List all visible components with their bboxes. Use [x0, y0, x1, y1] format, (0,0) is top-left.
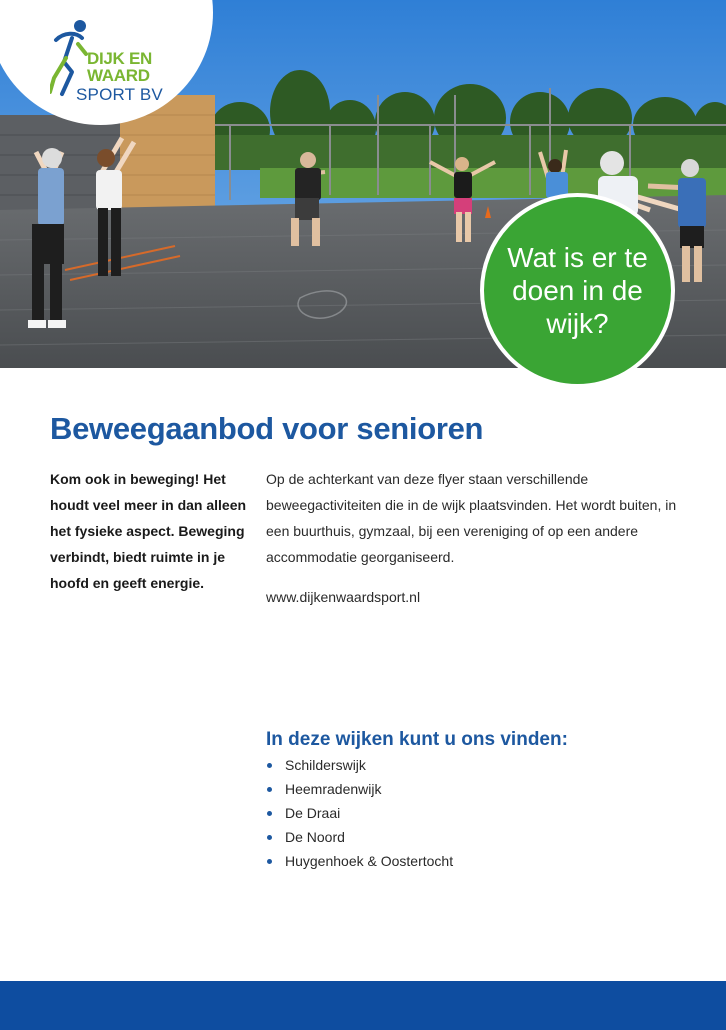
bullet-icon	[267, 763, 272, 768]
list-item	[266, 753, 453, 777]
website-link[interactable]: www.dijkenwaardsport.nl	[266, 589, 421, 605]
badge-text: Wat is er te doen in de wijk?	[507, 242, 648, 339]
wijken-list	[266, 753, 453, 873]
page-title: Beweegaanbod voor senioren	[50, 411, 484, 446]
list-item	[266, 849, 453, 873]
wijk-name: De Draai	[285, 805, 341, 821]
bullet-icon	[267, 835, 272, 840]
bullet-icon	[267, 811, 272, 816]
question-badge	[480, 193, 675, 388]
intro-text: Kom ook in beweging! Het houdt veel meer in dan alleen het fysieke aspect. Beweging verbindt, biedt ruimte in je hoofd en geeft energie.	[50, 471, 247, 591]
wijk-name: Huygenhoek & Oostertocht	[285, 853, 454, 869]
wijk-name: Schilderswijk	[285, 757, 366, 773]
logo-text-waard: WAARD	[87, 66, 150, 85]
wijken-title: In deze wijken kunt u ons vinden:	[266, 729, 568, 750]
logo-text-dijk-en: DIJK EN	[87, 49, 152, 68]
body-text: Op de achterkant van deze flyer staan verschillende beweegactiviteiten die in de wijk plaatsvinden. Het wordt buiten, in een buurthuis, gymzaal, bij een vereniging of op een andere accommodatie georganiseerd.	[266, 471, 677, 565]
list-item	[266, 801, 453, 825]
wijk-name: De Noord	[285, 829, 345, 845]
footer-bar	[0, 981, 726, 1030]
wijk-name: Heemradenwijk	[285, 781, 382, 797]
list-item	[266, 777, 453, 801]
list-item	[266, 825, 453, 849]
bullet-icon	[267, 787, 272, 792]
bullet-icon	[267, 859, 272, 864]
logo-text-sport-bv: SPORT BV	[76, 85, 163, 104]
